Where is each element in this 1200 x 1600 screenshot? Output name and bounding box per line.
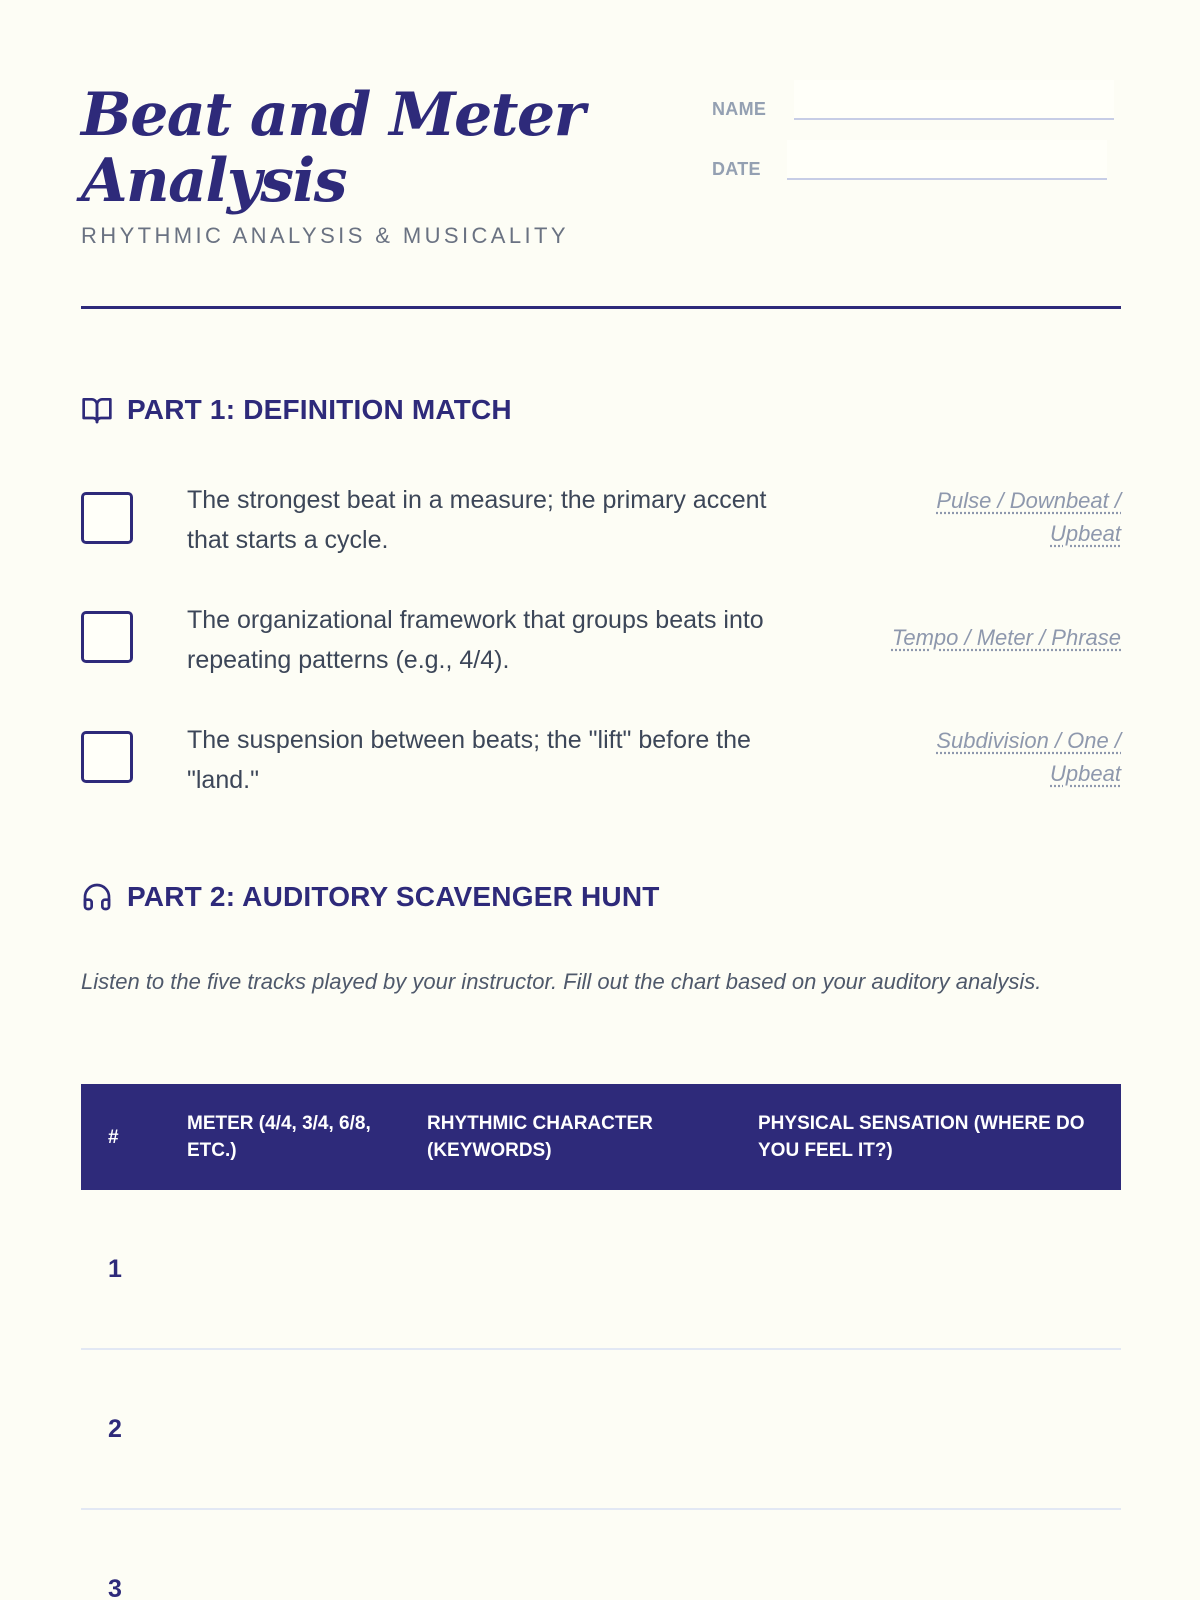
table-row [81, 1350, 1121, 1510]
part2-heading-text: PART 2: AUDITORY SCAVENGER HUNT [127, 881, 660, 912]
table-row [81, 1510, 1121, 1600]
definition-text: The organizational framework that groups beats into repeating patterns (e.g., 4/4). [187, 606, 764, 674]
date-field[interactable] [787, 140, 1107, 180]
definition-text: The strongest beat in a measure; the primary accent that starts a cycle. [187, 486, 767, 554]
column-header-character: RHYTHMIC CHARACTER (KEYWORDS) [427, 1113, 653, 1161]
page-title: Beat and Meter Analysis [81, 80, 584, 216]
book-open-icon [81, 394, 113, 426]
instructions-text: Listen to the five tracks played by your instructor. Fill out the chart based on your auditory analysis. [81, 969, 1042, 994]
answer-box[interactable] [81, 611, 133, 663]
table-row [81, 1190, 1121, 1350]
options-text: Subdivision / One / Upbeat [936, 728, 1121, 786]
page-subtitle: RHYTHMIC ANALYSIS & MUSICALITY [81, 223, 569, 248]
table-header [81, 1084, 1121, 1190]
part1-heading [81, 394, 512, 426]
name-row [712, 80, 1114, 120]
column-header-sensation: PHYSICAL SENSATION (WHERE DO YOU FEEL IT?) [758, 1113, 1085, 1161]
row-number: 3 [108, 1574, 122, 1600]
worksheet-page [81, 0, 1121, 1600]
row-number: 1 [108, 1254, 122, 1283]
date-label: DATE [712, 159, 761, 179]
answer-box[interactable] [81, 731, 133, 783]
part1-heading-text: PART 1: DEFINITION MATCH [127, 394, 512, 425]
definition-options [881, 484, 1121, 550]
definition-text: The suspension between beats; the "lift" before the "land." [187, 726, 751, 794]
row-number: 2 [108, 1414, 122, 1443]
headphones-icon [81, 881, 113, 913]
date-row [712, 140, 1107, 180]
header-divider [81, 306, 1121, 309]
options-text: Pulse / Downbeat / Upbeat [936, 488, 1121, 546]
column-header-number: # [108, 1126, 119, 1148]
definition-options [851, 621, 1121, 654]
answer-box[interactable] [81, 492, 133, 544]
definition-options [881, 724, 1121, 790]
options-text: Tempo / Meter / Phrase [891, 625, 1121, 650]
worksheet-header [81, 0, 1121, 310]
name-field[interactable] [794, 80, 1114, 120]
column-header-meter: METER (4/4, 3/4, 6/8, ETC.) [187, 1113, 371, 1161]
scavenger-hunt-table [81, 1084, 1121, 1600]
name-label: NAME [712, 99, 767, 119]
part2-heading [81, 881, 660, 913]
